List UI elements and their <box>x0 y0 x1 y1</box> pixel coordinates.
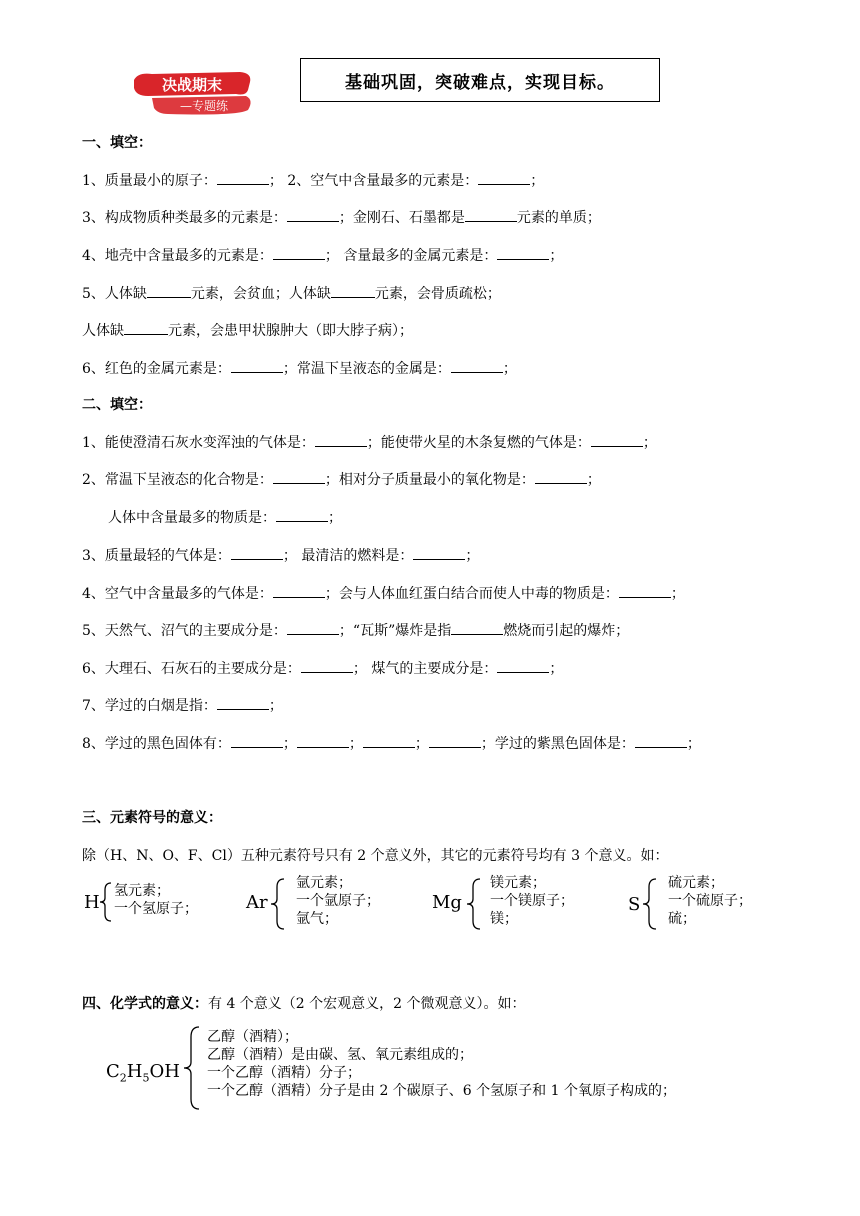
logo-main-text: 决战期末 <box>161 76 223 94</box>
s2-question-6: 6、大理石、石灰石的主要成分是： ； 煤气的主要成分是： ； <box>82 661 564 677</box>
element-symbol: Mg <box>432 892 462 913</box>
section4-heading: 四、化学式的意义： <box>82 996 208 1012</box>
answer-blank[interactable] <box>635 734 687 748</box>
section3-heading: 三、元素符号的意义： <box>82 810 222 826</box>
answer-blank[interactable] <box>231 359 283 373</box>
brace-icon <box>99 882 113 922</box>
answer-blank[interactable] <box>273 470 325 484</box>
s1-question-3: 3、构成物质种类最多的元素是： ；金刚石、石墨都是 元素的单质； <box>82 210 601 226</box>
brace-icon <box>270 878 286 930</box>
answer-blank[interactable] <box>619 584 671 598</box>
formula-meanings: 乙醇（酒精）； 乙醇（酒精）是由碳、氢、氧元素组成的； 一个乙醇（酒精）分子； 一个乙醇（酒精）分子是由 2 个碳原子、6 个氢原子和 1 个氧原子构成的； <box>207 1029 676 1099</box>
section1-heading: 一、填空： <box>82 135 152 151</box>
s1-question-5-cont: 人体缺 元素，会患甲状腺肿大（即大脖子病）； <box>82 323 413 339</box>
brace-icon <box>183 1026 201 1110</box>
stamp-logo <box>128 66 258 120</box>
s1-question-4: 4、地壳中含量最多的元素是： ； 含量最多的金属元素是： ； <box>82 248 564 264</box>
s1-question-1: 1、质量最小的原子： ； 2、空气中含量最多的元素是： ； <box>82 173 545 189</box>
answer-blank[interactable] <box>465 208 517 222</box>
section3-intro: 除（H、N、O、F、Cl）五种元素符号只有 2 个意义外，其它的元素符号均有 3 个意义。如： <box>82 848 669 864</box>
s2-question-5: 5、天然气、沼气的主要成分是： ；“瓦斯”爆炸是指 燃烧而引起的爆炸； <box>82 623 630 639</box>
answer-blank[interactable] <box>231 734 283 748</box>
chemical-formula-ethanol: $C_2H_5OH$ <box>106 1061 180 1085</box>
brace-icon <box>642 878 658 930</box>
logo-sign-text: —专题练 <box>179 99 229 113</box>
section2-heading: 二、填空： <box>82 397 152 413</box>
answer-blank[interactable] <box>497 246 549 260</box>
answer-blank[interactable] <box>535 470 587 484</box>
answer-blank[interactable] <box>217 171 269 185</box>
s2-question-4: 4、空气中含量最多的气体是： ；会与人体血红蛋白结合而使人中毒的物质是： ； <box>82 586 685 602</box>
answer-blank[interactable] <box>287 208 339 222</box>
element-example-s <box>628 872 778 934</box>
element-example-ar <box>246 872 406 934</box>
s2-question-2: 2、常温下呈液态的化合物是： ；相对分子质量最小的氧化物是： ； <box>82 472 601 488</box>
answer-blank[interactable] <box>124 321 168 335</box>
answer-blank[interactable] <box>147 284 191 298</box>
answer-blank[interactable] <box>451 359 503 373</box>
answer-blank[interactable] <box>429 734 481 748</box>
section4-header-line <box>82 995 526 1013</box>
answer-blank[interactable] <box>301 659 353 673</box>
answer-blank[interactable] <box>273 584 325 598</box>
answer-blank[interactable] <box>276 508 328 522</box>
s1-question-5: 5、人体缺 元素，会贫血；人体缺 元素，会骨质疏松； <box>82 286 501 302</box>
s2-question-3: 3、质量最轻的气体是： ； 最清洁的燃料是： ； <box>82 548 480 564</box>
brace-icon <box>466 878 482 930</box>
element-meanings: 氩元素； 一个氩原子； 氩气； <box>296 875 380 927</box>
answer-blank[interactable] <box>287 621 339 635</box>
answer-blank[interactable] <box>331 284 375 298</box>
answer-blank[interactable] <box>217 696 269 710</box>
element-example-mg <box>432 872 592 934</box>
motto-box <box>300 58 660 102</box>
s2-question-2-cont: 人体中含量最多的物质是： ； <box>108 510 342 526</box>
element-symbol: S <box>628 894 641 915</box>
s2-question-7: 7、学过的白烟是指： ； <box>82 698 283 714</box>
s2-question-1: 1、能使澄清石灰水变浑浊的气体是： ；能使带火星的木条复燃的气体是： ； <box>82 435 657 451</box>
answer-blank[interactable] <box>497 659 549 673</box>
s2-question-8: 8、学过的黑色固体有： ； ； ； ；学过的紫黑色固体是： ； <box>82 736 701 752</box>
answer-blank[interactable] <box>413 546 465 560</box>
s1-question-6: 6、红色的金属元素是： ；常温下呈液态的金属是： ； <box>82 361 517 377</box>
element-meanings: 镁元素； 一个镁原子； 镁； <box>490 875 574 927</box>
element-meanings: 氢元素； 一个氢原子； <box>114 883 198 917</box>
motto-text: 基础巩固，突破难点，实现目标。 <box>345 72 615 93</box>
answer-blank[interactable] <box>297 734 349 748</box>
answer-blank[interactable] <box>231 546 283 560</box>
answer-blank[interactable] <box>478 171 530 185</box>
answer-blank[interactable] <box>363 734 415 748</box>
element-meanings: 硫元素； 一个硫原子； 硫； <box>668 875 752 927</box>
element-symbol: H <box>84 892 100 913</box>
answer-blank[interactable] <box>273 246 325 260</box>
answer-blank[interactable] <box>315 433 367 447</box>
element-symbol: Ar <box>246 892 268 913</box>
section4-intro: 有 4 个意义（2 个宏观意义，2 个微观意义）。如： <box>208 996 526 1012</box>
answer-blank[interactable] <box>451 621 503 635</box>
element-example-h <box>84 880 224 928</box>
answer-blank[interactable] <box>591 433 643 447</box>
